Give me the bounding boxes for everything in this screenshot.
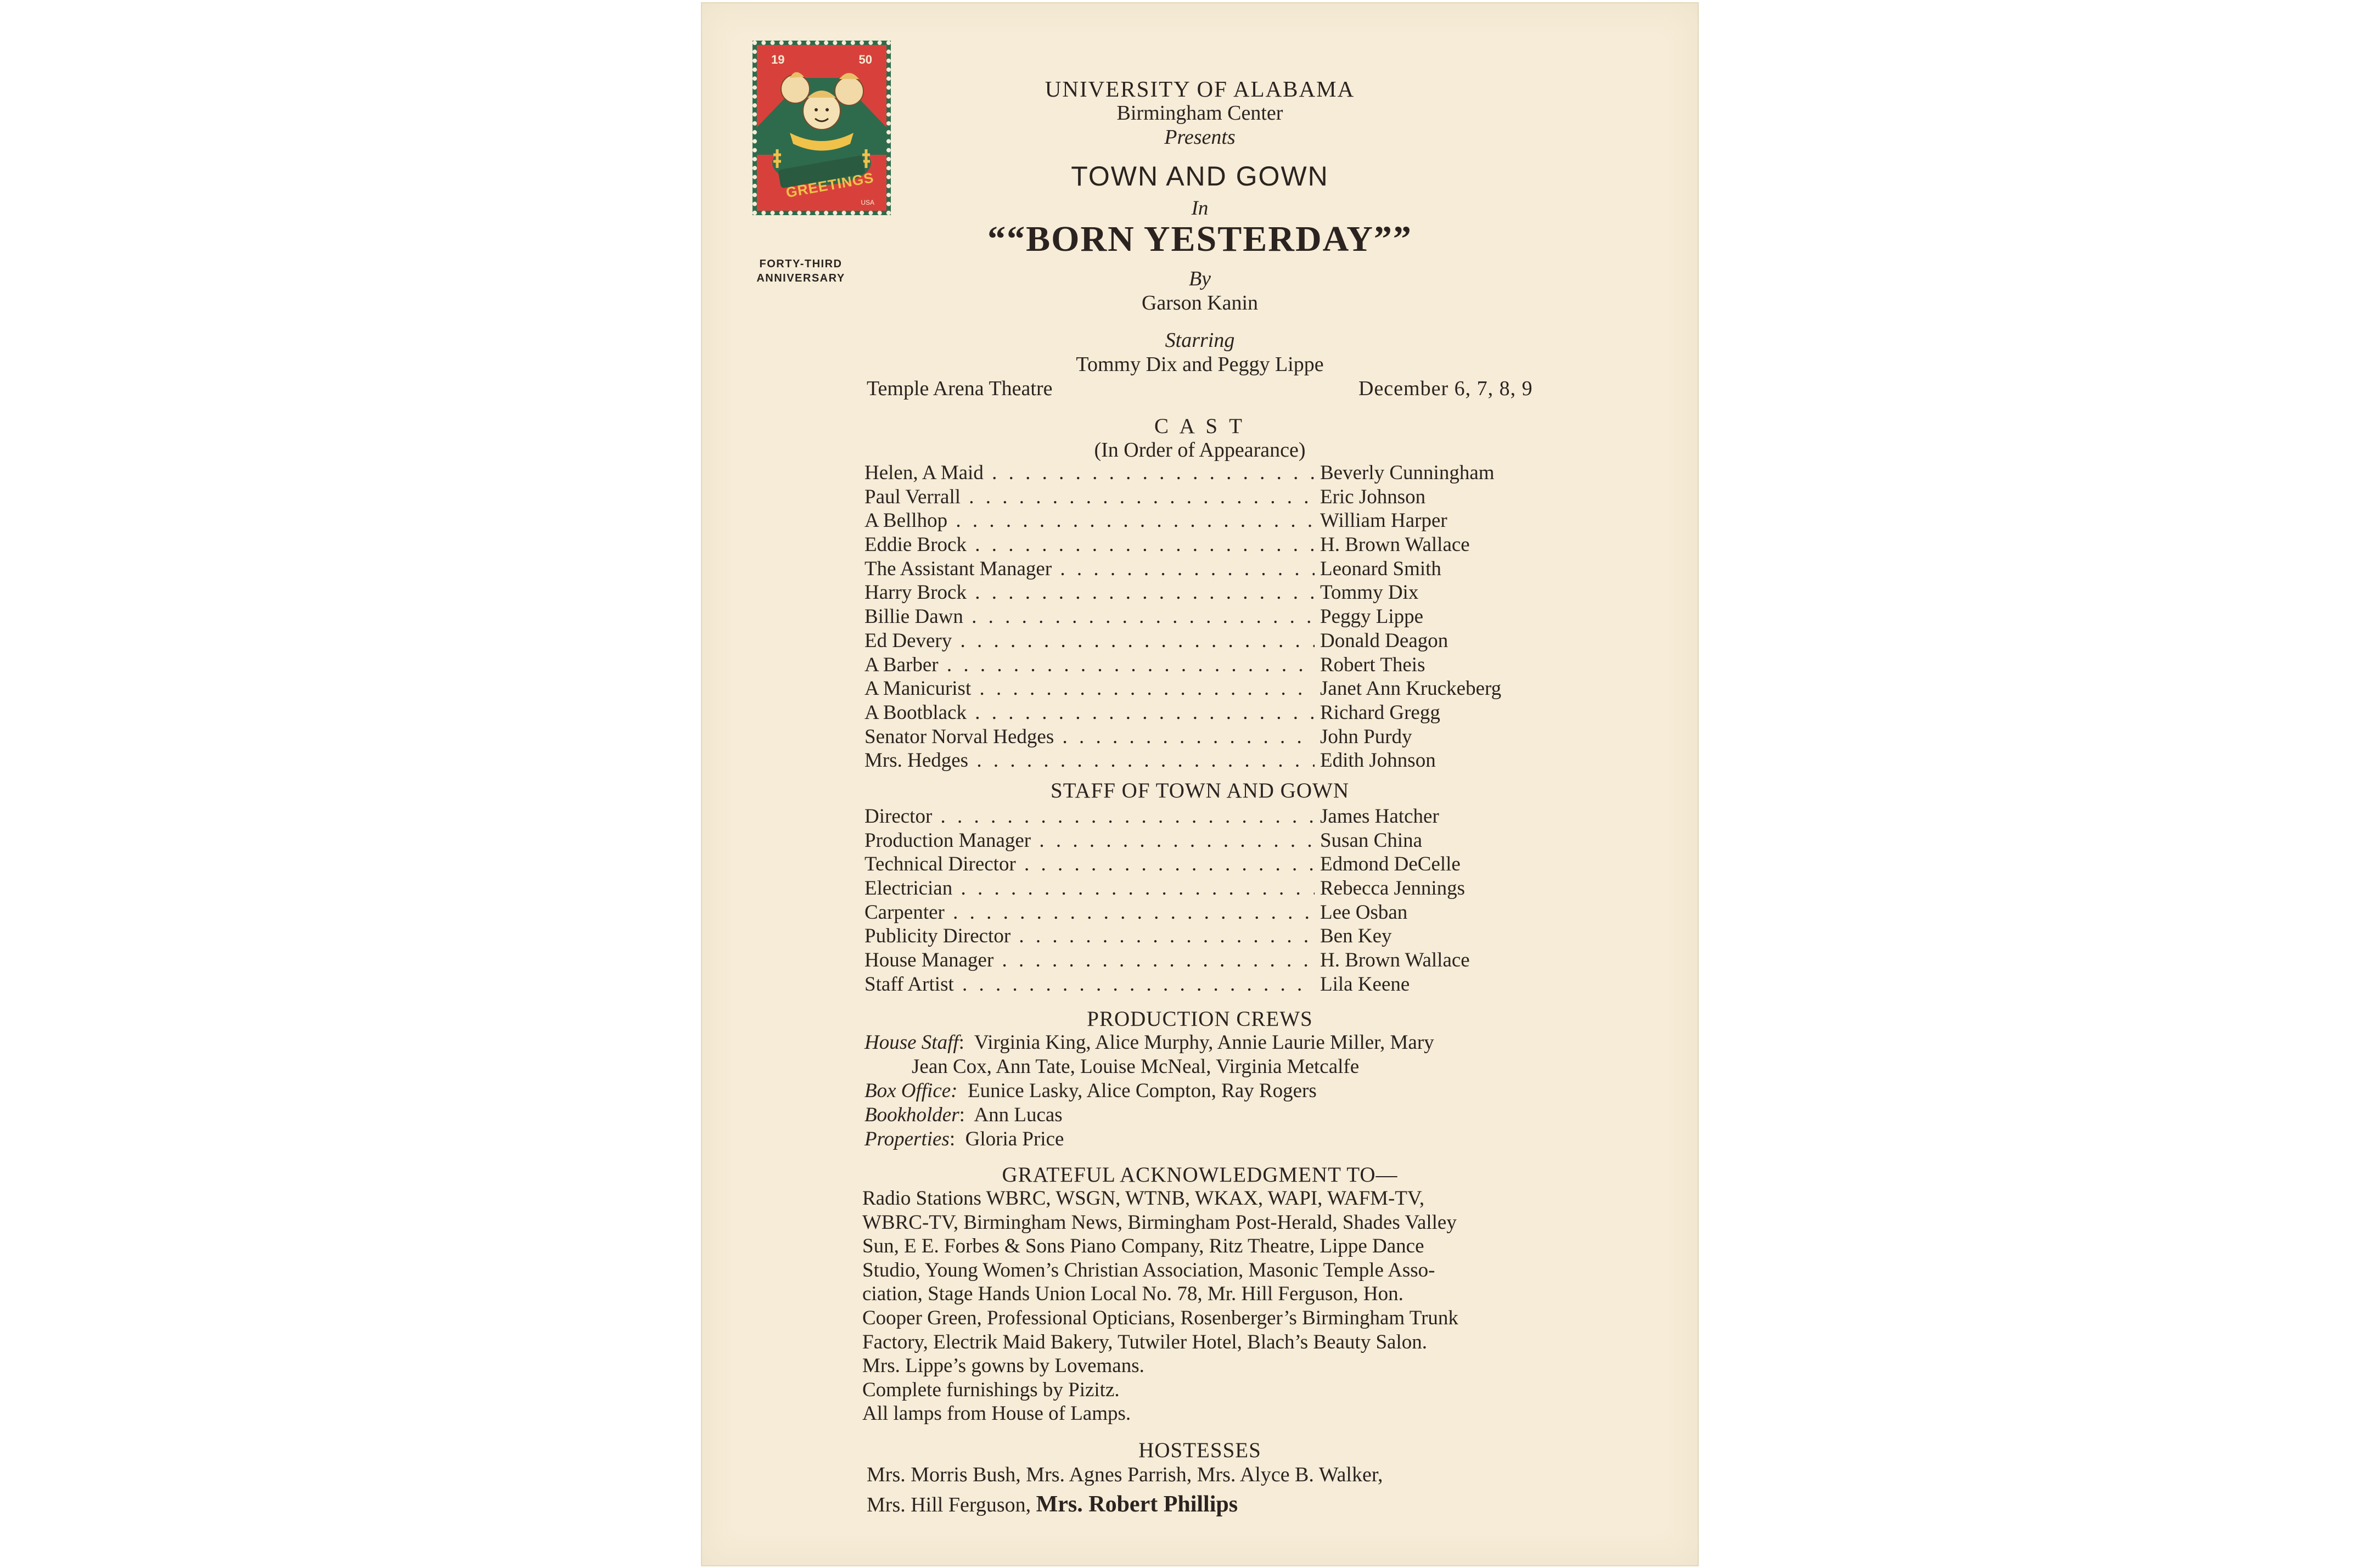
staff-row <box>864 901 1578 925</box>
staff-heading: STAFF OF TOWN AND GOWN <box>1051 779 1349 802</box>
cast-person: Beverly Cunningham <box>1320 462 1495 484</box>
cast-role: A Manicurist . . . <box>864 677 1315 701</box>
properties-line: Properties: Gloria Price <box>864 1128 1064 1150</box>
staff-row <box>864 852 1578 876</box>
by-label: By <box>1188 267 1211 290</box>
cast-row <box>864 509 1578 533</box>
starring-label: Starring <box>1165 329 1235 352</box>
staff-role: House Manager . . . <box>864 948 1315 973</box>
cast-person: Leonard Smith <box>1320 557 1441 580</box>
cast-role: A Bellhop . . . <box>864 509 1315 533</box>
staff-person: H. Brown Wallace <box>1320 949 1470 972</box>
stamp-country: USA <box>861 199 874 206</box>
staff-role: Publicity Director . . . <box>864 924 1315 948</box>
house-staff-line-2: Jean Cox, Ann Tate, Louise McNeal, Virginia Metcalfe <box>912 1055 1360 1078</box>
cast-role: Helen, A Maid . . . <box>864 461 1315 485</box>
author-name: Garson Kanin <box>1141 291 1259 314</box>
bookholder-label: Bookholder <box>864 1104 959 1126</box>
staff-person: Susan China <box>1320 829 1423 852</box>
house-staff-names-1: Virginia King, Alice Murphy, Annie Laurie Miller, Mary <box>974 1031 1434 1054</box>
acknowledgment-line: All lamps from House of Lamps. <box>862 1402 1131 1425</box>
acknowledgment-text <box>862 1187 1562 1426</box>
properties-label: Properties <box>864 1128 950 1150</box>
cast-row <box>864 533 1578 557</box>
staff-list <box>864 805 1578 997</box>
cast-person: Eric Johnson <box>1320 485 1426 508</box>
acknowledgment-line: Factory, Electrik Maid Bakery, Tutwiler Hotel, Blach’s Beauty Salon. <box>862 1330 1427 1353</box>
staff-row <box>864 973 1578 997</box>
cast-person: Edith Johnson <box>1320 749 1436 772</box>
cast-person: Tommy Dix <box>1320 581 1419 604</box>
cast-role: Senator Norval Hedges . . . <box>864 725 1315 749</box>
bookholder-line: Bookholder: Ann Lucas <box>864 1104 1063 1126</box>
cast-heading: C A S T <box>1154 414 1245 438</box>
cast-row <box>864 701 1578 725</box>
acknowledgment-line: ciation, Stage Hands Union Local No. 78, Mr. Hill Ferguson, Hon. <box>862 1283 1403 1306</box>
stamp-year-right: 50 <box>858 53 872 66</box>
properties-name: Gloria Price <box>965 1128 1064 1150</box>
university-name: UNIVERSITY OF ALABAMA <box>1045 76 1355 102</box>
cast-role: Eddie Brock . . . <box>864 533 1315 557</box>
in-label: In <box>1191 197 1209 220</box>
performance-dates: December 6, 7, 8, 9 <box>1358 377 1533 400</box>
house-staff-label: House Staff <box>864 1031 959 1054</box>
acknowledgment-line: Sun, E E. Forbes & Sons Piano Company, Ritz Theatre, Lippe Dance <box>862 1235 1424 1258</box>
staff-row <box>864 829 1578 853</box>
cast-row <box>864 749 1578 773</box>
cast-role: A Barber . . . <box>864 653 1315 677</box>
acknowledgment-line: Studio, Young Women’s Christian Association, Masonic Temple Asso- <box>862 1258 1435 1282</box>
acknowledgment-line: Cooper Green, Professional Opticians, Rosenberger’s Birmingham Trunk <box>862 1306 1458 1329</box>
cast-person: Peggy Lippe <box>1320 605 1424 628</box>
hostesses-line-2 <box>867 1490 1575 1520</box>
staff-role: Technical Director . . . <box>864 852 1315 876</box>
house-staff-line: House Staff: Virginia King, Alice Murphy, Annie Laurie Miller, Mary <box>864 1031 1434 1054</box>
cast-row <box>864 653 1578 677</box>
cast-role: Paul Verrall . . . <box>864 485 1315 509</box>
cast-person: Richard Gregg <box>1320 701 1440 724</box>
star-names: Tommy Dix and Peggy Lippe <box>1076 353 1324 376</box>
staff-person: Rebecca Jennings <box>1320 877 1466 900</box>
staff-row <box>864 948 1578 973</box>
acknowledgment-line: WBRC-TV, Birmingham News, Birmingham Post-Herald, Shades Valley <box>862 1211 1457 1234</box>
staff-role: Production Manager . . . <box>864 829 1315 853</box>
company-name: TOWN AND GOWN <box>1071 161 1329 192</box>
stamp-year-left: 19 <box>771 53 785 66</box>
staff-person: Lee Osban <box>1320 901 1408 924</box>
bookholder-name: Ann Lucas <box>974 1104 1063 1126</box>
staff-row <box>864 805 1578 829</box>
cast-row <box>864 605 1578 629</box>
production-crews <box>864 1031 1562 1151</box>
crews-heading: PRODUCTION CREWS <box>1087 1007 1313 1031</box>
staff-role: Carpenter . . . <box>864 901 1315 925</box>
cast-person: William Harper <box>1320 509 1447 532</box>
staff-role: Electrician . . . <box>864 876 1315 901</box>
cast-role: The Assistant Manager . . . <box>864 557 1315 581</box>
cast-row <box>864 725 1578 749</box>
stamp-caption: GREETINGS <box>784 169 875 201</box>
cast-person: Janet Ann Kruckeberg <box>1320 677 1502 700</box>
play-title: ““BORN YESTERDAY”” <box>987 219 1412 259</box>
acknowledgment-heading: GRATEFUL ACKNOWLEDGMENT TO— <box>1002 1163 1398 1187</box>
cast-list <box>864 461 1578 773</box>
staff-person: James Hatcher <box>1320 805 1439 828</box>
cast-row <box>864 581 1578 605</box>
staff-row <box>864 924 1578 948</box>
cast-person: Robert Theis <box>1320 653 1425 676</box>
cast-role: Harry Brock . . . <box>864 581 1315 605</box>
presents-label: Presents <box>1164 126 1236 149</box>
cast-role: Ed Devery . . . <box>864 629 1315 653</box>
cast-role: Mrs. Hedges . . . <box>864 749 1315 773</box>
cast-role: A Bootblack . . . <box>864 701 1315 725</box>
hostesses-line-1: Mrs. Morris Bush, Mrs. Agnes Parrish, Mrs. Alyce B. Walker, <box>867 1463 1383 1486</box>
center-name: Birmingham Center <box>1116 102 1283 125</box>
cast-row <box>864 557 1578 581</box>
acknowledgment-line: Mrs. Lippe’s gowns by Lovemans. <box>862 1355 1144 1378</box>
cast-person: John Purdy <box>1320 725 1412 748</box>
hostess-robert-phillips: Mrs. Robert Phillips <box>1036 1492 1238 1517</box>
acknowledgment-line: Complete furnishings by Pizitz. <box>862 1378 1120 1401</box>
box-office-label: Box Office: <box>864 1080 958 1102</box>
box-office-names: Eunice Lasky, Alice Compton, Ray Rogers <box>968 1080 1317 1102</box>
staff-person: Edmond DeCelle <box>1320 853 1461 876</box>
cast-subheading: (In Order of Appearance) <box>1094 439 1306 462</box>
cast-person: H. Brown Wallace <box>1320 533 1470 557</box>
cast-person: Donald Deagon <box>1320 629 1448 652</box>
cast-row <box>864 485 1578 509</box>
hostesses-line-2-start: Mrs. Hill Ferguson, <box>867 1493 1031 1516</box>
cast-role: Billie Dawn . . . <box>864 605 1315 629</box>
cast-row <box>864 677 1578 701</box>
anniversary-line-1: FORTY-THIRD <box>759 258 843 270</box>
program-sheet <box>701 2 1699 1566</box>
hostesses-list <box>867 1460 1575 1520</box>
venue-name: Temple Arena Theatre <box>867 377 1053 400</box>
acknowledgment-line: Radio Stations WBRC, WSGN, WTNB, WKAX, WAPI, WAFM-TV, <box>862 1187 1425 1210</box>
hostesses-heading: HOSTESSES <box>1138 1438 1261 1462</box>
box-office-line <box>864 1079 1562 1103</box>
cast-row <box>864 629 1578 653</box>
staff-role: Staff Artist . . . <box>864 973 1315 997</box>
staff-person: Ben Key <box>1320 925 1392 948</box>
staff-row <box>864 876 1578 901</box>
staff-role: Director . . . <box>864 805 1315 829</box>
anniversary-line-2: ANNIVERSARY <box>756 272 845 284</box>
cast-row <box>864 461 1578 485</box>
staff-person: Lila Keene <box>1320 973 1410 996</box>
